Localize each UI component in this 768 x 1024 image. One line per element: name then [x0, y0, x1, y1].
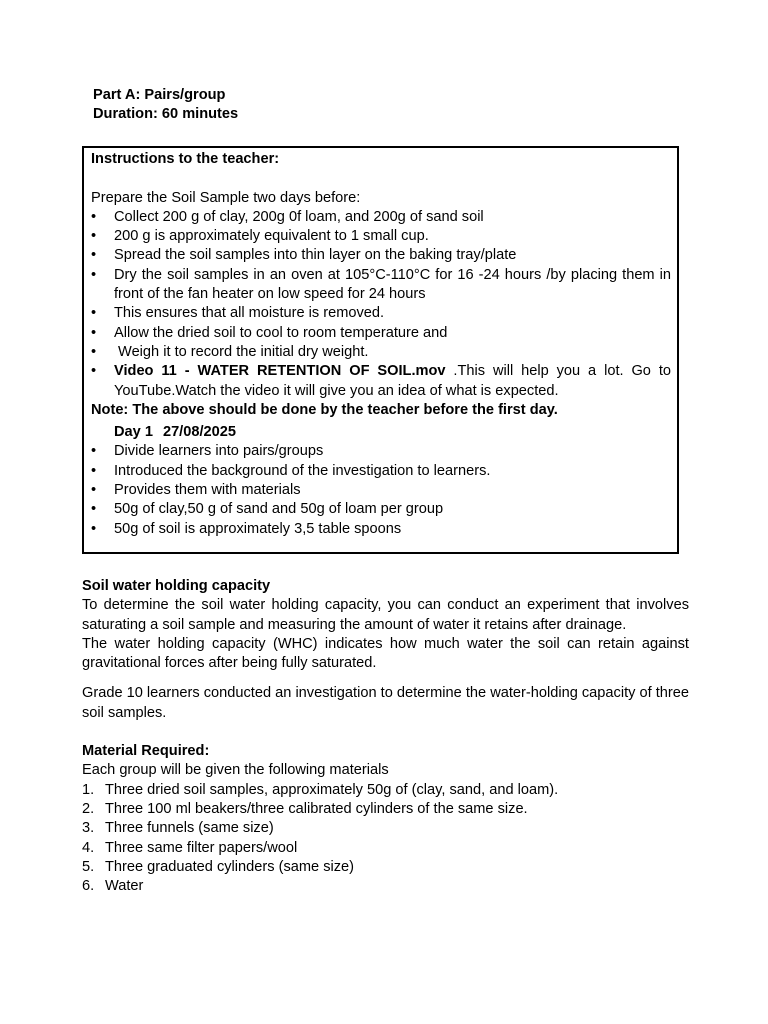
list-item: • Divide learners into pairs/groups [91, 442, 671, 461]
list-item: • This ensures that all moisture is removed. [91, 304, 671, 323]
list-item: • Weigh it to record the initial dry weight. [91, 343, 671, 362]
list-item: • Spread the soil samples into thin layer on the baking tray/plate [91, 246, 671, 265]
bullet-icon: • [91, 305, 97, 322]
bullet-icon: • [91, 482, 97, 499]
instructions-intro: Prepare the Soil Sample two days before: [91, 189, 361, 206]
day-date: 27/08/2025 [162, 424, 236, 441]
paragraph: Grade 10 learners conducted an investigation to determine the water-holding capacity of three soil samples. [82, 685, 689, 721]
materials-intro: Each group will be given the following materials [82, 762, 389, 779]
day-label: Day 1 [114, 424, 153, 441]
day-heading [91, 423, 671, 442]
part-header [93, 86, 238, 125]
bullet-icon: • [91, 266, 97, 283]
section-heading: Soil water holding capacity [82, 578, 271, 594]
list-item: • 50g of clay,50 g of sand and 50g of loam per group [91, 500, 671, 519]
list-item: • Provides them with materials [91, 481, 671, 500]
list-item: 5. Three graduated cylinders (same size) [82, 858, 355, 875]
day-bullet-list [91, 442, 671, 538]
bullet-icon: • [91, 501, 97, 518]
materials-list [82, 781, 689, 897]
duration-label: Duration: 60 minutes [93, 106, 239, 123]
video-title: Video 11 - WATER RETENTION OF SOIL.mov [114, 363, 446, 380]
bullet-icon: • [91, 343, 97, 360]
list-item: 6. Water [82, 878, 144, 895]
teacher-instructions-box [82, 146, 679, 554]
video-list-item [91, 362, 671, 401]
video-description: .This will help you a lot. Go to YouTube.Watch the video it will give you an idea of what is expected. [114, 363, 671, 399]
list-item: • Introduced the background of the investigation to learners. [91, 462, 671, 481]
list-item: 2. Three 100 ml beakers/three calibrated cylinders of the same size. [82, 800, 528, 817]
list-item: • Collect 200 g of clay, 200g 0f loam, and 200g of sand soil [91, 208, 671, 227]
list-item: • Allow the dried soil to cool to room temperature and [91, 324, 671, 343]
teacher-note: Note: The above should be done by the teacher before the first day. [91, 401, 558, 418]
list-item: 4. Three same filter papers/wool [82, 839, 298, 856]
bullet-icon: • [91, 443, 97, 460]
bullet-icon: • [91, 208, 97, 225]
bullet-icon: • [91, 324, 97, 341]
part-label: Part A: Pairs/group [93, 87, 226, 103]
list-item: • 50g of soil is approximately 3,5 table spoons [91, 520, 671, 539]
materials-heading: Material Required: [82, 743, 210, 760]
bullet-icon: • [91, 520, 97, 537]
bullet-icon: • [91, 462, 97, 479]
bullet-icon: • [91, 247, 97, 264]
bullet-icon: • [91, 363, 97, 380]
paragraph: To determine the soil water holding capacity, you can conduct an experiment that involves saturating a soil sample and measuring the amount of water it retains after drainage. [82, 597, 689, 633]
main-content [82, 577, 689, 896]
list-item: 3. Three funnels (same size) [82, 820, 274, 837]
list-item: • 200 g is approximately equivalent to 1 small cup. [91, 227, 671, 246]
prep-bullet-list [91, 208, 671, 401]
list-item: 1. Three dried soil samples, approximately 50g of (clay, sand, and loam). [82, 781, 559, 798]
list-item: • Dry the soil samples in an oven at 105°C-110°C for 16 -24 hours /by placing them in front of the fan heater on low speed for 24 hours [91, 266, 671, 303]
paragraph: The water holding capacity (WHC) indicates how much water the soil can retain against gravitational forces after being fully saturated. [82, 635, 689, 672]
instructions-title: Instructions to the teacher: [91, 151, 280, 167]
bullet-icon: • [91, 228, 97, 245]
